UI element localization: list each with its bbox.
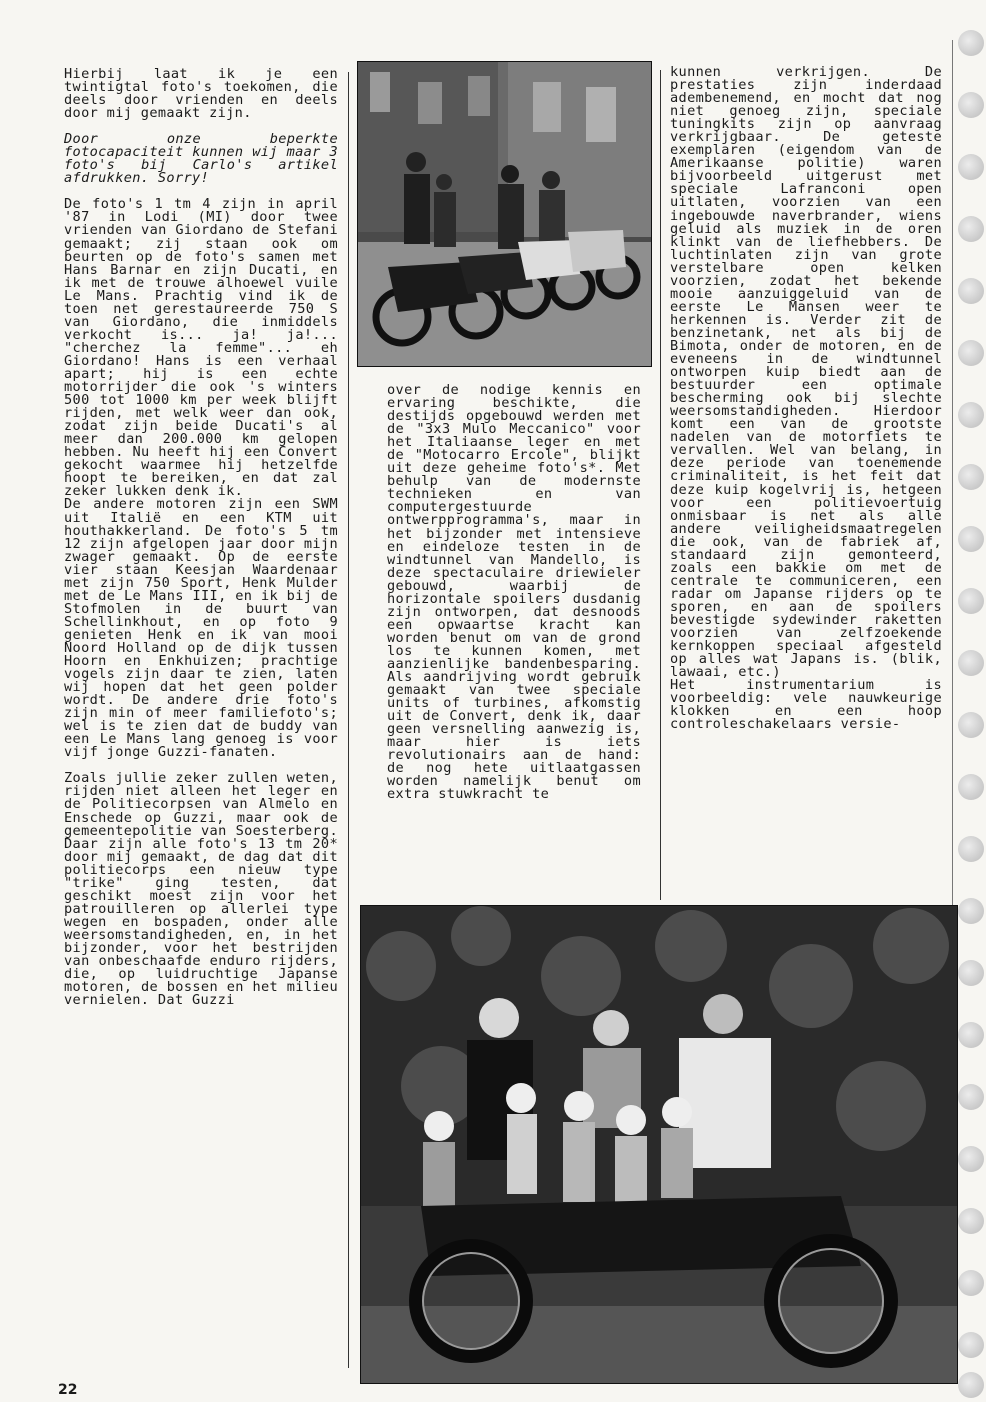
binding-hole-icon — [958, 774, 984, 800]
column-divider — [348, 72, 349, 1368]
body-paragraph: over de nodige kennis en ervaring beschikte, die destijds opgebouwd werden met de "3x3 Mulo Meccanico" voor het Italiaanse leger en met de "Motocarro Ercole", blijkt uit deze geheime foto's*. Met behulp van de modernste technieken en van computergestuurde ontwerpprogramma's, maar in het bijzonder met intensieve en eindeloze testen in de windtunnel van Mandello, is deze spectaculaire driewieler gebouwd, waarbij de horizontale spoilers dusdanig zijn ontworpen, dat desnoods een opwaartse kracht kan worden benut om van de grond los te kunnen komen, met aanzienlijke bandenbesparing. Als aandrijving wordt gebruik gemaakt van twee speciale units of turbines, afkomstig uit de Convert, denk ik, daar geen versnelling aanwezig is, maar hier is iets revolutionairs aan de hand: de nog hete uitlaatgassen worden namelijk benut om extra stuwkracht te — [387, 382, 641, 803]
binding-hole-icon — [958, 92, 984, 118]
binding-hole-icon — [958, 278, 984, 304]
column-divider — [660, 70, 661, 900]
binding-hole-icon — [958, 1332, 984, 1358]
binding-hole-icon — [958, 1022, 984, 1048]
editor-note: Door onze beperkte fotocapaciteit kunnen wij maar 3 foto's bij Carlo's artikel afdrukken. Sorry! — [64, 131, 338, 187]
binding-hole-icon — [958, 340, 984, 366]
text-column-middle — [387, 384, 641, 802]
body-paragraph: De andere motoren zijn een SWM uit Italië en een KTM uit houthakkerland. De foto's 5 tm 12 zijn afgelopen jaar door mijn zwager gemaakt. Op de eerste vier staan Keesjan Waardenaar met zijn 750 Sport, Henk Mulder met de Le Mans III, en ik bij de Stofmolen in de buurt van Schellinkhout, en op foto 9 genieten Henk en ik van mooi Noord Holland op de dijk tussen Hoorn en Enkhuizen; prachtige vogels zijn daar te zien, laten wij hopen dat het geen polder wordt. De andere drie foto's zijn min of meer familiefoto's; wel is te zien dat de buddy van een Le Mans lang genoeg is voor vijf jonge Guzzi-fanaten. — [64, 496, 338, 761]
binding-hole-icon — [958, 836, 984, 862]
binding-hole-icon — [958, 216, 984, 242]
binding-hole-icon — [958, 650, 984, 676]
text-column-left — [64, 68, 338, 1007]
page-number: 22 — [58, 1382, 78, 1398]
binding-hole-icon — [958, 712, 984, 738]
binding-hole-icon — [958, 960, 984, 986]
binding-hole-icon — [958, 898, 984, 924]
body-paragraph: Zoals jullie zeker zullen weten, rijden niet alleen het leger en de Politiecorpsen van Almelo en Enschede op Guzzi, maar ook de gemeentepolitie van Soesterberg. Daar zijn alle foto's 13 tm 20* door mij gemaakt, de dag dat dit politiecorps een nieuw type "trike" ging testen, dat geschikt moest zijn voor het patrouilleren op allerlei type wegen en bospaden, onder alle weersomstandigheden, en, in het bijzonder, voor het bestrijden van onbeschaafde enduro rijders, die, op luidruchtige Japanse motoren, de bossen en het milieu vernielen. Dat Guzzi — [64, 770, 338, 1009]
binding-hole-icon — [958, 1208, 984, 1234]
binding-hole-icon — [958, 1084, 984, 1110]
text-column-right — [670, 66, 942, 731]
binding-hole-icon — [958, 402, 984, 428]
binding-hole-icon — [958, 154, 984, 180]
binding-hole-icon — [958, 464, 984, 490]
binding-hole-icon — [958, 1270, 984, 1296]
photo-riders-with-motorcycles — [357, 61, 652, 367]
body-paragraph: kunnen verkrijgen. De prestaties zijn inderdaad adembenemend, en mocht dat nog niet genoeg zijn, speciale tuningkits zijn op aanvraag verkrijgbaar. De geteste exemplaren (eigendom van de Amerikaanse politie) waren bijvoorbeeld uitgerust met speciale Lafranconi open uitlaten, voorzien van een ingebouwde naverbrander, wiens geluid als muziek in de oren klinkt van de liefhebbers. De luchtinlaten zijn van grote verstelbare open kelken voorzien, zodat het bekende mooie aanzuiggeluid van de eerste Le Mansen weer te herkennen is. Verder zit de benzinetank, net als bij de Bimota, onder de motoren, en de eveneens in de windtunnel ontworpen kuip biedt aan de bestuurder een optimale bescherming ook bij slechte weersomstandigheden. Hierdoor komt een van de grootste nadelen van de motorfiets te vervallen. Wel van belang, in deze periode van toenemende criminaliteit, is het feit dat deze kuip kogelvrij is, hetgeen voor een politievoertuig onmisbaar is net als alle andere veiligheidsmaatregelen die ook, van de fabriek af, standaard zijn gemonteerd, zoals een bakkie om met de centrale te communiceren, een radar om Japanse rijders op te sporen, en aan de spoilers bevestigde sydewinder raketten voorzien van zelfzoekende kernkoppen speciaal afgesteld op alles wat Japans is. (blik, lawaai, etc.) — [670, 64, 942, 681]
binding-hole-icon — [958, 526, 984, 552]
binding-hole-icon — [958, 1146, 984, 1172]
body-paragraph: De foto's 1 tm 4 zijn in april '87 in Lodi (MI) door twee vrienden van Giordano de Stefani gemaakt; zij staan ook om beurten op de foto's samen met Hans Barnar en zijn Ducati, en ik met de trouwe alhoewel vuile Le Mans. Prachtig vind ik de toen net gerestaureerde 750 S van Giordano, die inmiddels verkocht is... ja! ja!... "cherchez la femme"... eh Giordano! Hans is een verhaal apart; hij is een echte motorrijder die ook 's winters 500 tot 1000 km per week blijft rijden, met welk weer dan ook, zodat zijn beide Ducati's al meer dan 200.000 km gelopen hebben. Nu heeft hij een Convert gekocht waarmee hij hetzelfde hoopt te bereiken, en dat zal zeker lukken denk ik. — [64, 196, 338, 500]
binding-hole-icon — [958, 588, 984, 614]
photo-family-on-motorcycle — [360, 905, 958, 1384]
intro-paragraph: Hierbij laat ik je een twintigtal foto's toekomen, die deels door vrienden en deels door mij gemaakt zijn. — [64, 66, 338, 122]
binding-hole-icon — [958, 30, 984, 56]
spiral-binding — [942, 30, 986, 1400]
body-paragraph: Het instrumentarium is voorbeeldig: vele nauwkeurige klokken en een hoop controleschakelaars versie- — [670, 677, 942, 733]
binding-hole-icon — [958, 1372, 984, 1398]
